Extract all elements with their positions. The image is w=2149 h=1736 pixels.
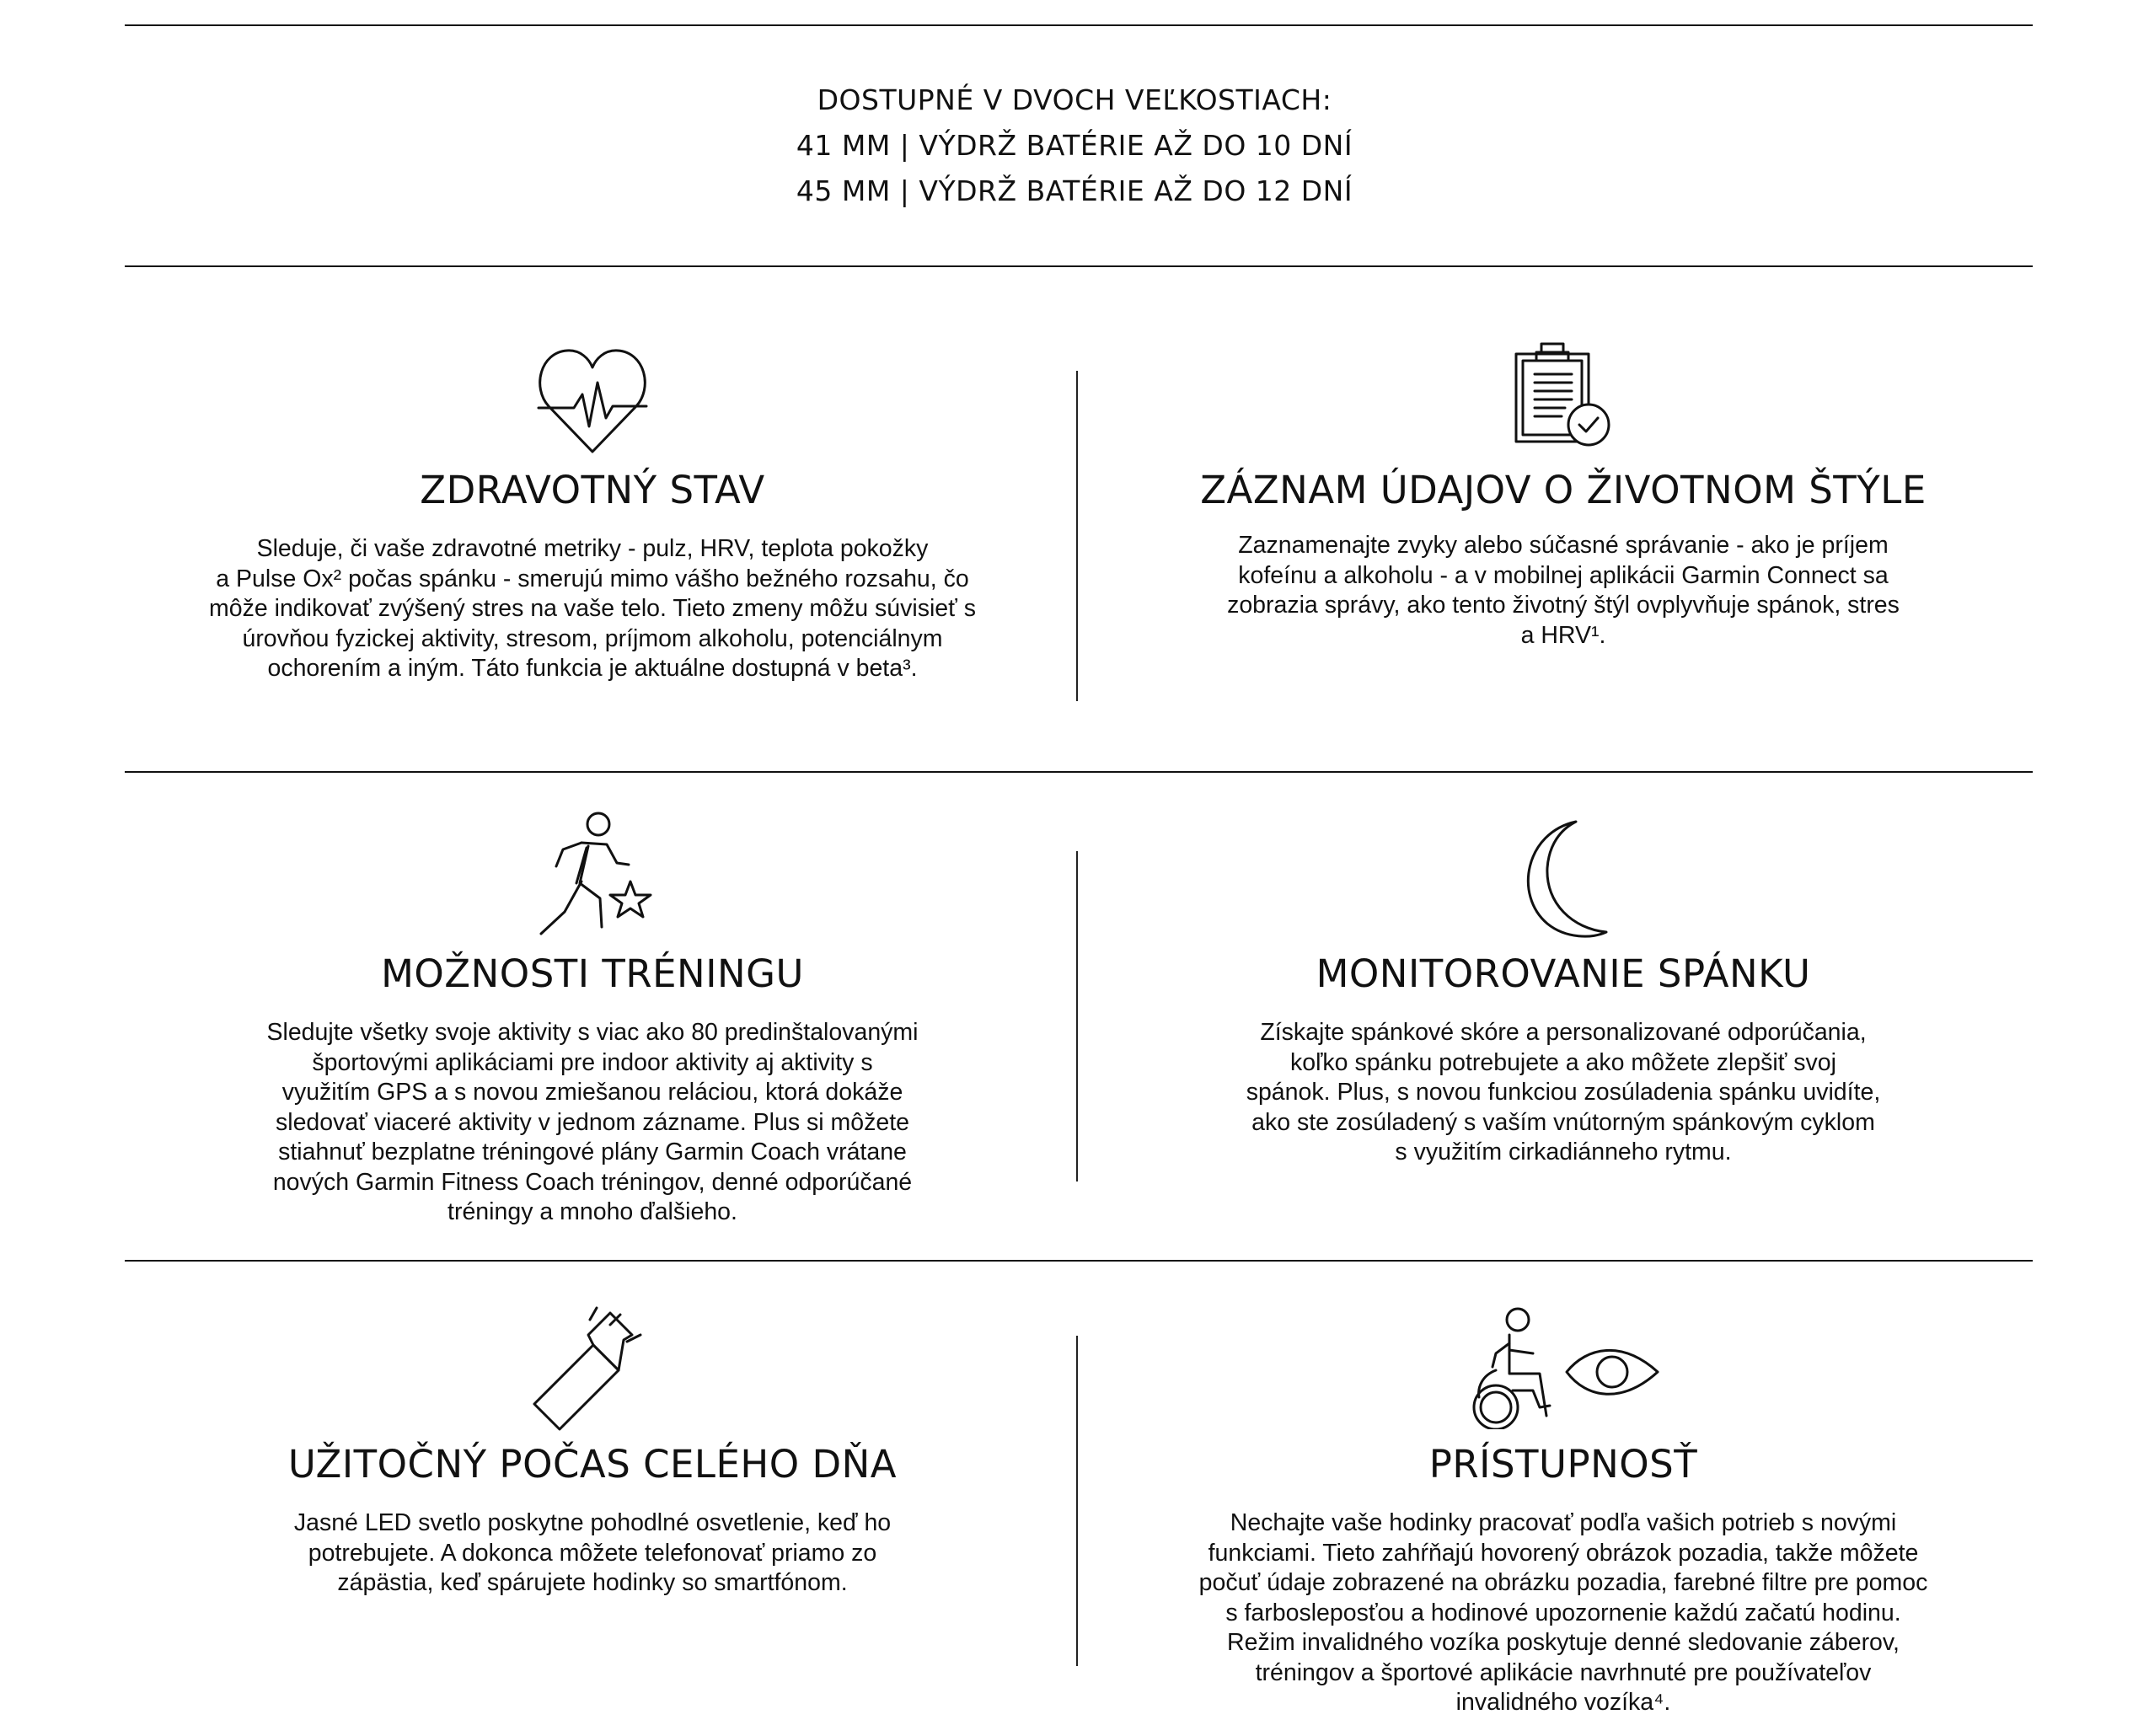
feature-title: PRÍSTUPNOSŤ bbox=[1428, 1442, 1698, 1487]
feature-description bbox=[125, 1508, 1060, 1599]
feature-health-status bbox=[125, 346, 1060, 716]
description-line: môže indikovať zvýšený stres na vaše telo. Tieto zmeny môžu súvisieť s bbox=[209, 595, 976, 622]
feature-description bbox=[1096, 531, 2031, 651]
size-availability-header bbox=[0, 78, 2149, 214]
description-line: Nechajte vaše hodinky pracovať podľa vašich potrieb s novými bbox=[1230, 1509, 1897, 1536]
description-line: stiahnuť bezplatne tréningové plány Garmin Coach vrátane bbox=[278, 1139, 907, 1165]
feature-training-options bbox=[125, 811, 1060, 1249]
row1-divider bbox=[125, 771, 2033, 773]
header-line-3: 45 MM | VÝDRŽ BATÉRIE AŽ DO 12 DNÍ bbox=[796, 174, 1353, 207]
description-line: nových Garmin Fitness Coach tréningov, denné odporúčané bbox=[272, 1168, 913, 1196]
feature-title: MOŽNOSTI TRÉNINGU bbox=[381, 951, 804, 996]
header-line-2: 41 MM | VÝDRŽ BATÉRIE AŽ DO 10 DNÍ bbox=[796, 129, 1353, 162]
description-line: invalidného vozíka⁴. bbox=[1455, 1689, 1671, 1716]
feature-description bbox=[125, 1018, 1060, 1228]
description-line: Sledujte všetky svoje aktivity s viac ako 80 predinštalovanými bbox=[266, 1019, 919, 1046]
description-line: sledovať viaceré aktivity v jednom zázname. Plus si môžete bbox=[275, 1108, 909, 1136]
description-line: tréningy a mnoho ďalšieho. bbox=[447, 1198, 737, 1225]
feature-description bbox=[1096, 1018, 2031, 1168]
crescent-moon-icon bbox=[1517, 819, 1610, 939]
description-line: spánok. Plus, s novou funkciou zosúladenia spánku uvidíte, bbox=[1246, 1079, 1881, 1106]
description-line: koľko spánku potrebujete a ako môžete zlepšiť svoj bbox=[1290, 1048, 1836, 1076]
runner-star-icon bbox=[529, 811, 656, 939]
description-line: s využitím cirkadiánneho rytmu. bbox=[1395, 1139, 1732, 1165]
description-line: zobrazia správy, ako tento životný štýl ovplyvňuje spánok, stres bbox=[1227, 592, 1900, 619]
feature-description bbox=[125, 534, 1060, 684]
description-line: Jasné LED svetlo poskytne pohodlné osvetlenie, keď ho bbox=[293, 1509, 892, 1536]
row1-column-divider bbox=[1076, 371, 1078, 701]
header-divider bbox=[125, 265, 2033, 267]
row2-divider bbox=[125, 1260, 2033, 1262]
clipboard-check-icon bbox=[1513, 342, 1614, 447]
wheelchair-eye-icon bbox=[1462, 1306, 1664, 1429]
description-line: Získajte spánkové skóre a personalizované odporúčania, bbox=[1260, 1019, 1867, 1046]
description-line: Režim invalidného vozíka poskytuje denné sledovanie záberov, bbox=[1227, 1629, 1900, 1656]
description-line: zápästia, keď spárujete hodinky so smartfónom. bbox=[337, 1569, 848, 1596]
feature-description bbox=[1096, 1508, 2031, 1718]
description-line: a HRV¹. bbox=[1520, 621, 1606, 649]
description-line: s farbosleposťou a hodinové upozornenie každú začatú hodinu. bbox=[1225, 1599, 1901, 1626]
description-line: využitím GPS a s novou zmiešanou reláciou, ktorá dokáže bbox=[281, 1079, 903, 1106]
row2-column-divider bbox=[1076, 851, 1078, 1181]
row3-column-divider bbox=[1076, 1336, 1078, 1666]
feature-title: MONITOROVANIE SPÁNKU bbox=[1316, 951, 1811, 996]
description-line: ako ste zosúladený s vaším vnútorným spánkovým cyklom bbox=[1251, 1108, 1875, 1136]
feature-accessibility bbox=[1096, 1306, 2031, 1728]
header-line-1: DOSTUPNÉ V DVOCH VEĽKOSTIACH: bbox=[817, 83, 1332, 116]
feature-title: ZÁZNAM ÚDAJOV O ŽIVOTNOM ŠTÝLE bbox=[1200, 468, 1927, 512]
feature-lifestyle-logging bbox=[1096, 342, 2031, 713]
heart-pulse-icon bbox=[537, 346, 648, 455]
flashlight-icon bbox=[529, 1306, 656, 1433]
top-divider bbox=[125, 24, 2033, 26]
description-line: úrovňou fyzickej aktivity, stresom, príjmom alkoholu, potenciálnym bbox=[242, 624, 943, 652]
description-line: a Pulse Ox² počas spánku - smerujú mimo vášho bežného rozsahu, čo bbox=[216, 565, 969, 592]
description-line: športovými aplikáciami pre indoor aktivity aj aktivity s bbox=[312, 1048, 873, 1076]
feature-title: ZDRAVOTNÝ STAV bbox=[420, 468, 765, 512]
description-line: kofeínu a alkoholu - a v mobilnej aplikácii Garmin Connect sa bbox=[1238, 561, 1889, 589]
description-line: počuť údaje zobrazené na obrázku pozadia, farebné filtre pre pomoc bbox=[1198, 1569, 1928, 1596]
feature-title: UŽITOČNÝ POČAS CELÉHO DŇA bbox=[287, 1442, 898, 1487]
description-line: ochorením a iným. Táto funkcia je aktuálne dostupná v beta³. bbox=[267, 655, 918, 682]
description-line: funkciami. Tieto zahŕňajú hovorený obrázok pozadia, takže môžete bbox=[1208, 1539, 1919, 1567]
feature-sleep-monitoring bbox=[1096, 819, 2031, 1190]
feature-useful-all-day bbox=[125, 1306, 1060, 1643]
description-line: Sleduje, či vaše zdravotné metriky - pulz, HRV, teplota pokožky bbox=[256, 535, 929, 562]
description-line: Zaznamenajte zvyky alebo súčasné správanie - ako je príjem bbox=[1238, 532, 1889, 559]
description-line: tréningov a športové aplikácie navrhnuté pre používateľov bbox=[1255, 1658, 1872, 1686]
description-line: potrebujete. A dokonca môžete telefonovať priamo zo bbox=[308, 1539, 877, 1567]
